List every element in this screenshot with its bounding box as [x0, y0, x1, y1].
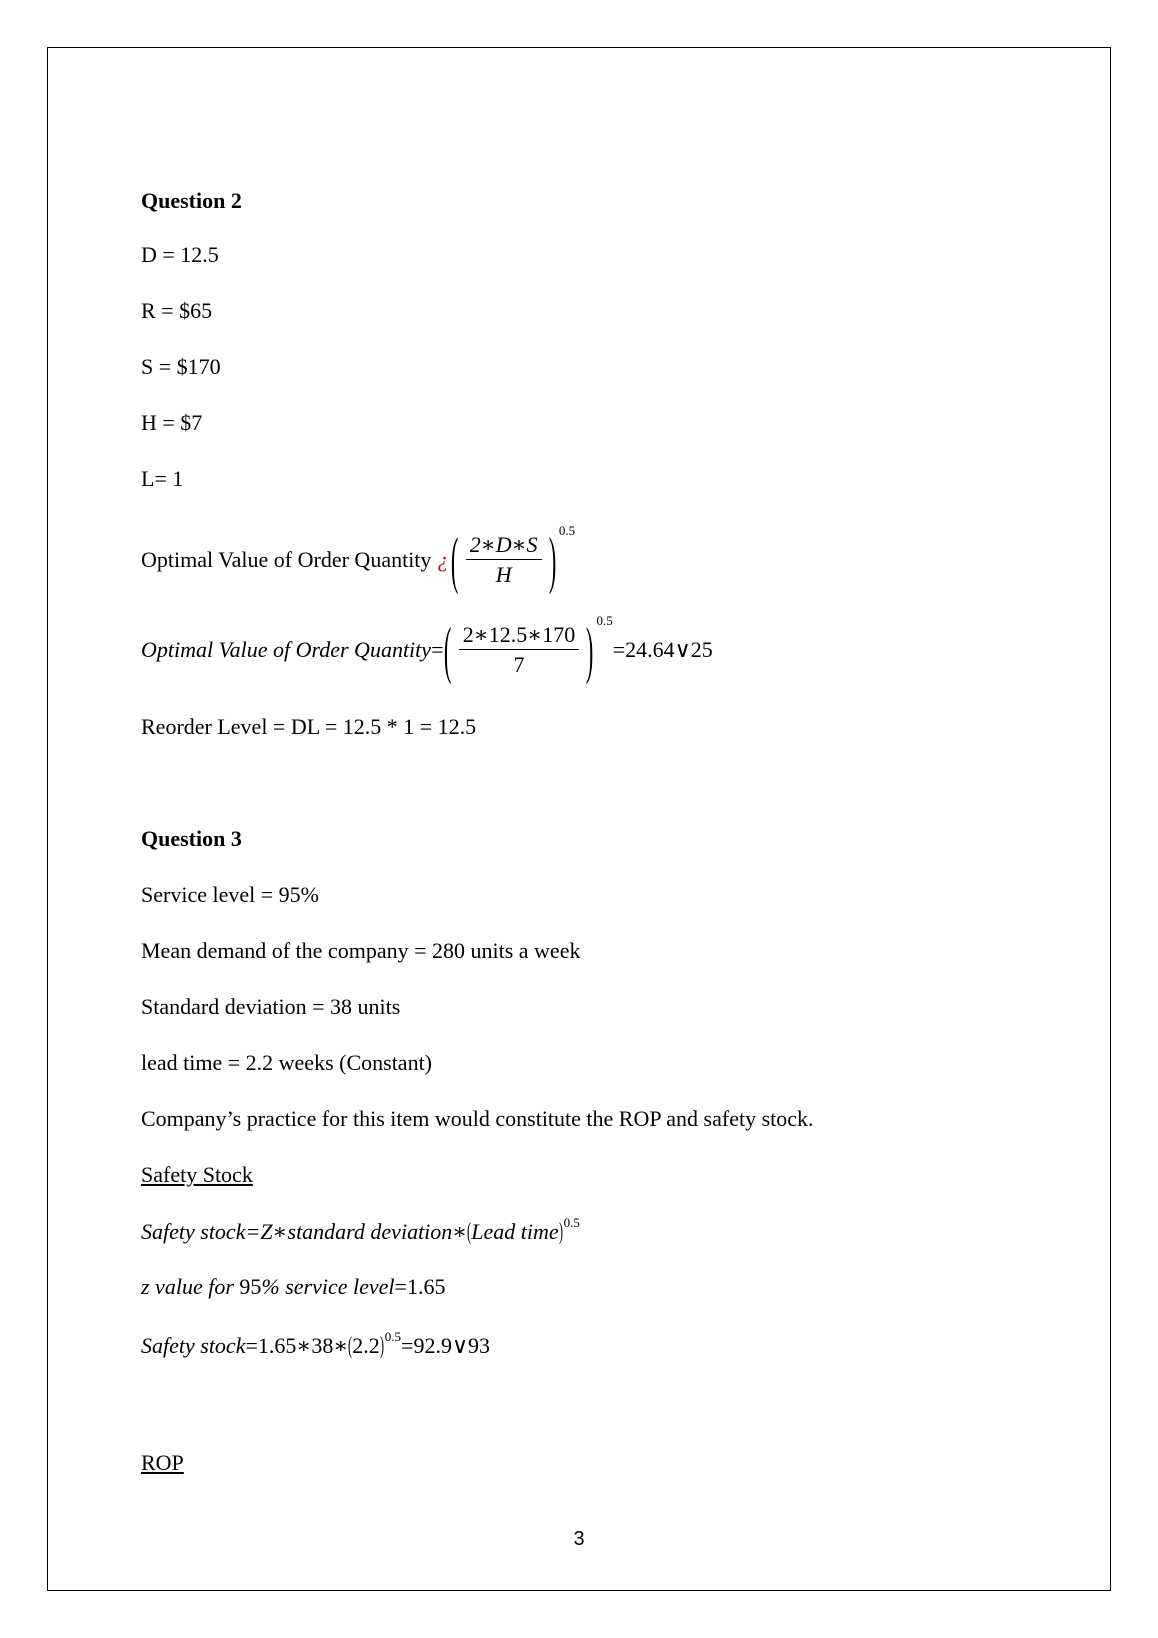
reorder-level-line: Reorder Level = DL = 12.5 * 1 = 12.5 — [141, 714, 477, 739]
lead-time-line: lead time = 2.2 weeks (Constant) — [141, 1050, 433, 1075]
eoq2-equals: = — [431, 637, 444, 662]
eoq-exponent: 0.5 — [558, 522, 576, 538]
eoq2-numerator: 2∗12.5∗170 — [459, 624, 579, 650]
eoq-numerator: 2∗D∗S — [466, 534, 542, 560]
page-border — [47, 47, 1111, 1591]
right-paren: ) — [586, 614, 594, 685]
practice-line: Company’s practice for this item would constitute the ROP and safety stock. — [141, 1106, 814, 1131]
eoq-symbol: ¿ — [437, 547, 449, 572]
ss-formula-left: Safety stock — [141, 1219, 246, 1244]
ss-calc-mid: =1.65∗38∗ — [245, 1333, 349, 1358]
right-paren: ) — [379, 1333, 384, 1359]
ss-formula-mid: =Z∗standard deviation∗ — [245, 1219, 468, 1244]
eoq2-label: Optimal Value of Order Quantity — [141, 637, 432, 662]
mean-demand-line: Mean demand of the company = 280 units a week — [141, 938, 581, 963]
left-paren: ( — [444, 614, 452, 685]
z-plain-1: 95 — [239, 1274, 262, 1299]
right-paren: ) — [548, 524, 556, 595]
ss-formula-exponent: 0.5 — [563, 1215, 580, 1230]
rop-heading: ROP — [141, 1450, 184, 1475]
ss-formula-inner: Lead time — [471, 1219, 559, 1244]
safety-stock-formula — [141, 1215, 580, 1245]
eoq2-fraction — [459, 624, 579, 676]
z-italic-1: z value for — [141, 1274, 240, 1299]
ss-calc-inner: 2.2 — [352, 1333, 380, 1358]
ss-calc-result: =92.9∨93 — [401, 1333, 491, 1358]
right-paren: ) — [558, 1219, 563, 1245]
price-line: R = $65 — [141, 298, 213, 323]
eoq-denominator: H — [495, 562, 512, 587]
safety-stock-heading: Safety Stock — [141, 1162, 253, 1187]
std-dev-line: Standard deviation = 38 units — [141, 994, 401, 1019]
eoq2-exponent: 0.5 — [596, 612, 613, 628]
z-plain-2: =1.65 — [394, 1274, 446, 1299]
eoq2-result: =24.64∨25 — [612, 637, 713, 662]
left-paren: ( — [451, 524, 459, 595]
left-paren: ( — [348, 1333, 353, 1359]
ss-calc-left: Safety stock — [141, 1333, 246, 1358]
eoq2-denominator: 7 — [513, 652, 525, 677]
safety-stock-calculation — [141, 1329, 491, 1359]
z-value-line — [141, 1276, 445, 1298]
eoq-calculation — [141, 612, 713, 685]
setup-cost-line: S = $170 — [141, 354, 221, 379]
question-3-heading: Question 3 — [141, 826, 242, 851]
eoq-formula — [141, 522, 576, 595]
eoq-label: Optimal Value of Order Quantity — [141, 547, 432, 572]
question-2-heading: Question 2 — [141, 188, 242, 213]
eoq-fraction — [466, 534, 542, 586]
holding-cost-line: H = $7 — [141, 410, 203, 435]
page-number: 3 — [573, 1528, 585, 1550]
demand-line: D = 12.5 — [141, 242, 219, 267]
service-level-line: Service level = 95% — [141, 882, 319, 907]
ss-calc-exponent: 0.5 — [384, 1329, 402, 1344]
left-paren: ( — [467, 1219, 472, 1245]
z-italic-2: % service level — [261, 1274, 395, 1299]
lead-line: L= 1 — [141, 466, 184, 491]
